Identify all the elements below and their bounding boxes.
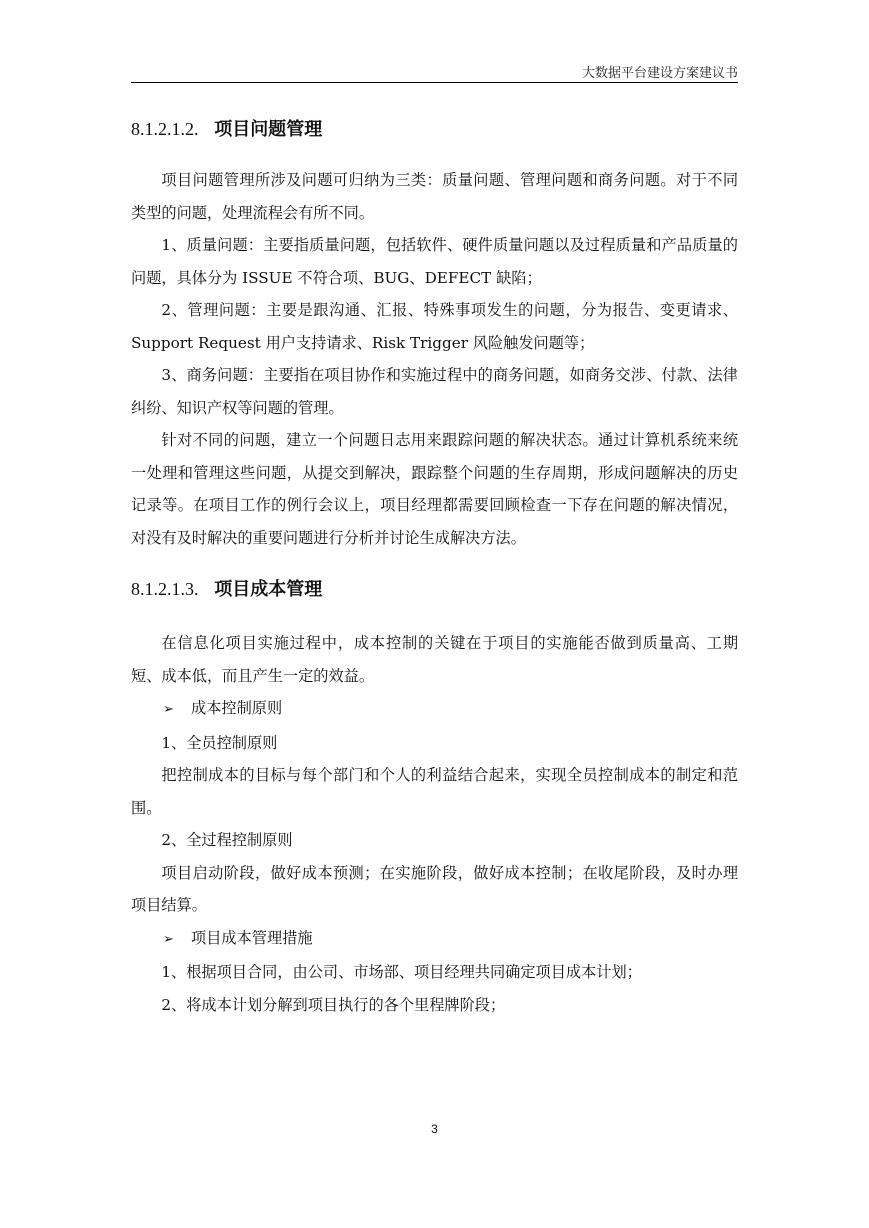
section-number: 8.1.2.1.3.	[131, 579, 199, 599]
spacer	[131, 554, 738, 572]
paragraph: 3、商务问题：主要指在项目协作和实施过程中的商务问题，如商务交涉、付款、法律纠纷、知识产权等问题的管理。	[131, 366, 738, 417]
paragraph: 项目启动阶段，做好成本预测；在实施阶段，做好成本控制；在收尾阶段，及时办理项目结算。	[131, 863, 738, 914]
bullet-item	[131, 922, 738, 957]
section-heading-cost-management	[131, 572, 738, 607]
bullet-item	[131, 692, 738, 727]
paragraph: 2、全过程控制原则	[161, 831, 293, 849]
section-title: 项目成本管理	[214, 579, 323, 600]
section-title: 项目问题管理	[214, 119, 323, 140]
bullet-text: 项目成本管理措施	[191, 928, 313, 947]
section-heading-problem-management	[131, 112, 738, 147]
paragraph: 2、将成本计划分解到项目执行的各个里程牌阶段；	[161, 995, 506, 1014]
page-number: 3	[431, 1122, 438, 1136]
section-number: 8.1.2.1.2.	[131, 119, 199, 139]
paragraph: 1、质量问题：主要指质量问题，包括软件、硬件质量问题以及过程质量和产品质量的问题，具体分为 ISSUE 不符合项、BUG、DEFECT 缺陷；	[131, 236, 738, 287]
paragraph: 2、管理问题：主要是跟沟通、汇报、特殊事项发生的问题，分为报告、变更请求、Support Request 用户支持请求、Risk Trigger 风险触发问题等；	[131, 301, 738, 352]
arrow-bullet-icon: ➢	[163, 702, 174, 717]
arrow-bullet-icon: ➢	[163, 931, 174, 947]
paragraph: 针对不同的问题，建立一个问题日志用来跟踪问题的解决状态。通过计算机系统来统一处理和管理这些问题，从提交到解决，跟踪整个问题的生存周期，形成问题解决的历史记录等。在项目工作的例行会议上，项目经理都需要回顾检查一下存在问题的解决情况，对没有及时解决的重要问题进行分析并讨论生成解决方法。	[131, 431, 738, 547]
paragraph: 1、全员控制原则	[161, 733, 278, 752]
paragraph: 项目问题管理所涉及问题可归纳为三类：质量问题、管理问题和商务问题。对于不同类型的问题，处理流程会有所不同。	[131, 171, 738, 222]
paragraph: 1、根据项目合同，由公司、市场部、项目经理共同确定项目成本计划；	[161, 963, 642, 981]
bullet-text: 成本控制原则	[191, 699, 283, 717]
paragraph: 把控制成本的目标与每个部门和个人的利益结合起来，实现全员控制成本的制定和范围。	[131, 766, 738, 817]
header-rule	[131, 82, 738, 83]
running-header: 大数据平台建设方案建议书	[581, 66, 738, 81]
page-content	[131, 112, 738, 1021]
paragraph: 在信息化项目实施过程中，成本控制的关键在于项目的实施能否做到质量高、工期短、成本低，而且产生一定的效益。	[131, 634, 738, 685]
